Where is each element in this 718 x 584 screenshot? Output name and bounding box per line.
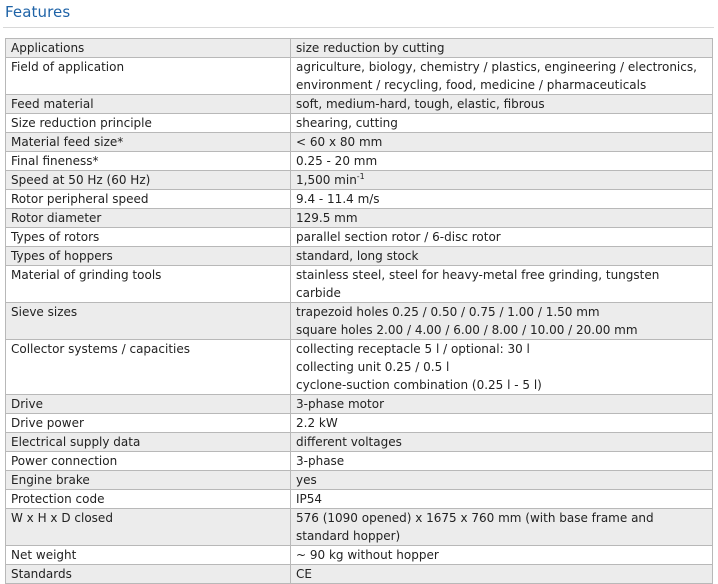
feature-label: Rotor diameter xyxy=(6,209,291,228)
feature-value-line xyxy=(296,171,707,189)
feature-value-text: yes xyxy=(296,473,317,487)
table-row xyxy=(6,209,713,228)
feature-value xyxy=(291,228,713,247)
feature-value xyxy=(291,39,713,58)
feature-label: Rotor peripheral speed xyxy=(6,190,291,209)
feature-label: Collector systems / capacities xyxy=(6,340,291,395)
table-row xyxy=(6,114,713,133)
feature-value xyxy=(291,340,713,395)
feature-value-line xyxy=(296,433,707,451)
feature-value-text: cyclone-suction combination (0.25 l - 5 l) xyxy=(296,378,542,392)
feature-value-line xyxy=(296,58,707,76)
feature-value-text: 2.2 kW xyxy=(296,416,338,430)
feature-value xyxy=(291,114,713,133)
feature-value-text: carbide xyxy=(296,286,341,300)
feature-value xyxy=(291,152,713,171)
table-row xyxy=(6,266,713,303)
feature-value-text: 0.25 - 20 mm xyxy=(296,154,378,168)
feature-value-line xyxy=(296,321,707,339)
feature-value-text: CE xyxy=(296,567,312,581)
feature-label: Field of application xyxy=(6,58,291,95)
feature-value-line xyxy=(296,490,707,508)
feature-value xyxy=(291,433,713,452)
feature-label: Engine brake xyxy=(6,471,291,490)
table-row xyxy=(6,133,713,152)
table-row xyxy=(6,39,713,58)
feature-label: Standards xyxy=(6,565,291,584)
feature-label: Drive power xyxy=(6,414,291,433)
features-table-body xyxy=(6,39,713,584)
feature-value xyxy=(291,509,713,546)
feature-value-line xyxy=(296,565,707,583)
feature-value xyxy=(291,95,713,114)
feature-value-line xyxy=(296,303,707,321)
feature-label: Drive xyxy=(6,395,291,414)
feature-value-text: standard hopper) xyxy=(296,529,401,543)
feature-value xyxy=(291,133,713,152)
feature-value xyxy=(291,471,713,490)
feature-value-text: size reduction by cutting xyxy=(296,41,445,55)
feature-value-line xyxy=(296,395,707,413)
feature-label: Types of hoppers xyxy=(6,247,291,266)
feature-value-line xyxy=(296,452,707,470)
feature-label: Material of grinding tools xyxy=(6,266,291,303)
feature-value-line xyxy=(296,376,707,394)
feature-value-text: parallel section rotor / 6-disc rotor xyxy=(296,230,501,244)
feature-value-line xyxy=(296,509,707,527)
table-row xyxy=(6,340,713,395)
feature-value-line xyxy=(296,76,707,94)
table-row xyxy=(6,546,713,565)
feature-value-line xyxy=(296,209,707,227)
feature-value-line xyxy=(296,152,707,170)
table-row xyxy=(6,190,713,209)
table-row xyxy=(6,228,713,247)
unit-superscript: -1 xyxy=(356,172,365,181)
feature-value-text: 129.5 mm xyxy=(296,211,358,225)
feature-label: Material feed size* xyxy=(6,133,291,152)
feature-value xyxy=(291,209,713,228)
feature-value-line xyxy=(296,340,707,358)
feature-value-text: soft, medium-hard, tough, elastic, fibrous xyxy=(296,97,545,111)
feature-label: Net weight xyxy=(6,546,291,565)
feature-value-line xyxy=(296,247,707,265)
section-title: Features xyxy=(5,3,71,21)
feature-label: Types of rotors xyxy=(6,228,291,247)
feature-label: Power connection xyxy=(6,452,291,471)
feature-value-text: < 60 x 80 mm xyxy=(296,135,383,149)
feature-value-text: stainless steel, steel for heavy-metal free grinding, tungsten xyxy=(296,268,660,282)
feature-label: Size reduction principle xyxy=(6,114,291,133)
feature-value-text: 576 (1090 opened) x 1675 x 760 mm (with base frame and xyxy=(296,511,654,525)
feature-value-text: standard, long stock xyxy=(296,249,419,263)
feature-value-text: different voltages xyxy=(296,435,402,449)
feature-value xyxy=(291,565,713,584)
feature-value xyxy=(291,546,713,565)
table-row xyxy=(6,433,713,452)
feature-value xyxy=(291,190,713,209)
table-row xyxy=(6,171,713,190)
feature-value xyxy=(291,58,713,95)
feature-value-text: collecting unit 0.25 / 0.5 l xyxy=(296,360,450,374)
feature-label: Protection code xyxy=(6,490,291,509)
feature-value-line xyxy=(296,266,707,284)
feature-value xyxy=(291,303,713,340)
feature-value-text: trapezoid holes 0.25 / 0.50 / 0.75 / 1.00 / 1.50 mm xyxy=(296,305,600,319)
feature-label: Electrical supply data xyxy=(6,433,291,452)
table-row xyxy=(6,414,713,433)
feature-value xyxy=(291,395,713,414)
feature-value-line xyxy=(296,527,707,545)
feature-value-line xyxy=(296,39,707,57)
table-row xyxy=(6,509,713,546)
table-row xyxy=(6,452,713,471)
feature-value xyxy=(291,266,713,303)
feature-value-line xyxy=(296,133,707,151)
feature-value xyxy=(291,414,713,433)
feature-value-text: agriculture, biology, chemistry / plastics, engineering / electronics, xyxy=(296,60,697,74)
feature-value-text: 3-phase xyxy=(296,454,345,468)
feature-value xyxy=(291,247,713,266)
table-row xyxy=(6,247,713,266)
feature-value xyxy=(291,171,713,190)
table-row xyxy=(6,565,713,584)
table-row xyxy=(6,471,713,490)
table-row xyxy=(6,395,713,414)
table-row xyxy=(6,95,713,114)
feature-value-line xyxy=(296,228,707,246)
feature-label: Final fineness* xyxy=(6,152,291,171)
feature-value-line xyxy=(296,471,707,489)
feature-value-text: 1,500 min xyxy=(296,173,357,187)
feature-label: Feed material xyxy=(6,95,291,114)
feature-value xyxy=(291,452,713,471)
feature-value-line xyxy=(296,114,707,132)
features-table xyxy=(5,38,713,584)
feature-label: Speed at 50 Hz (60 Hz) xyxy=(6,171,291,190)
table-row xyxy=(6,58,713,95)
section-divider xyxy=(3,27,714,28)
feature-value-line xyxy=(296,358,707,376)
table-row xyxy=(6,303,713,340)
feature-label: W x H x D closed xyxy=(6,509,291,546)
feature-value xyxy=(291,490,713,509)
feature-value-text: IP54 xyxy=(296,492,323,506)
feature-value-line xyxy=(296,95,707,113)
feature-value-text: shearing, cutting xyxy=(296,116,398,130)
feature-value-text: collecting receptacle 5 l / optional: 30 l xyxy=(296,342,530,356)
table-row xyxy=(6,490,713,509)
table-row xyxy=(6,152,713,171)
feature-value-text: square holes 2.00 / 4.00 / 6.00 / 8.00 / 10.00 / 20.00 mm xyxy=(296,323,638,337)
feature-label: Applications xyxy=(6,39,291,58)
feature-value-text: 3-phase motor xyxy=(296,397,385,411)
feature-value-line xyxy=(296,284,707,302)
feature-label: Sieve sizes xyxy=(6,303,291,340)
feature-value-line xyxy=(296,190,707,208)
feature-value-text: 9.4 - 11.4 m/s xyxy=(296,192,380,206)
feature-value-line xyxy=(296,414,707,432)
feature-value-line xyxy=(296,546,707,564)
feature-value-text: ~ 90 kg without hopper xyxy=(296,548,439,562)
feature-value-text: environment / recycling, food, medicine / pharmaceuticals xyxy=(296,78,647,92)
